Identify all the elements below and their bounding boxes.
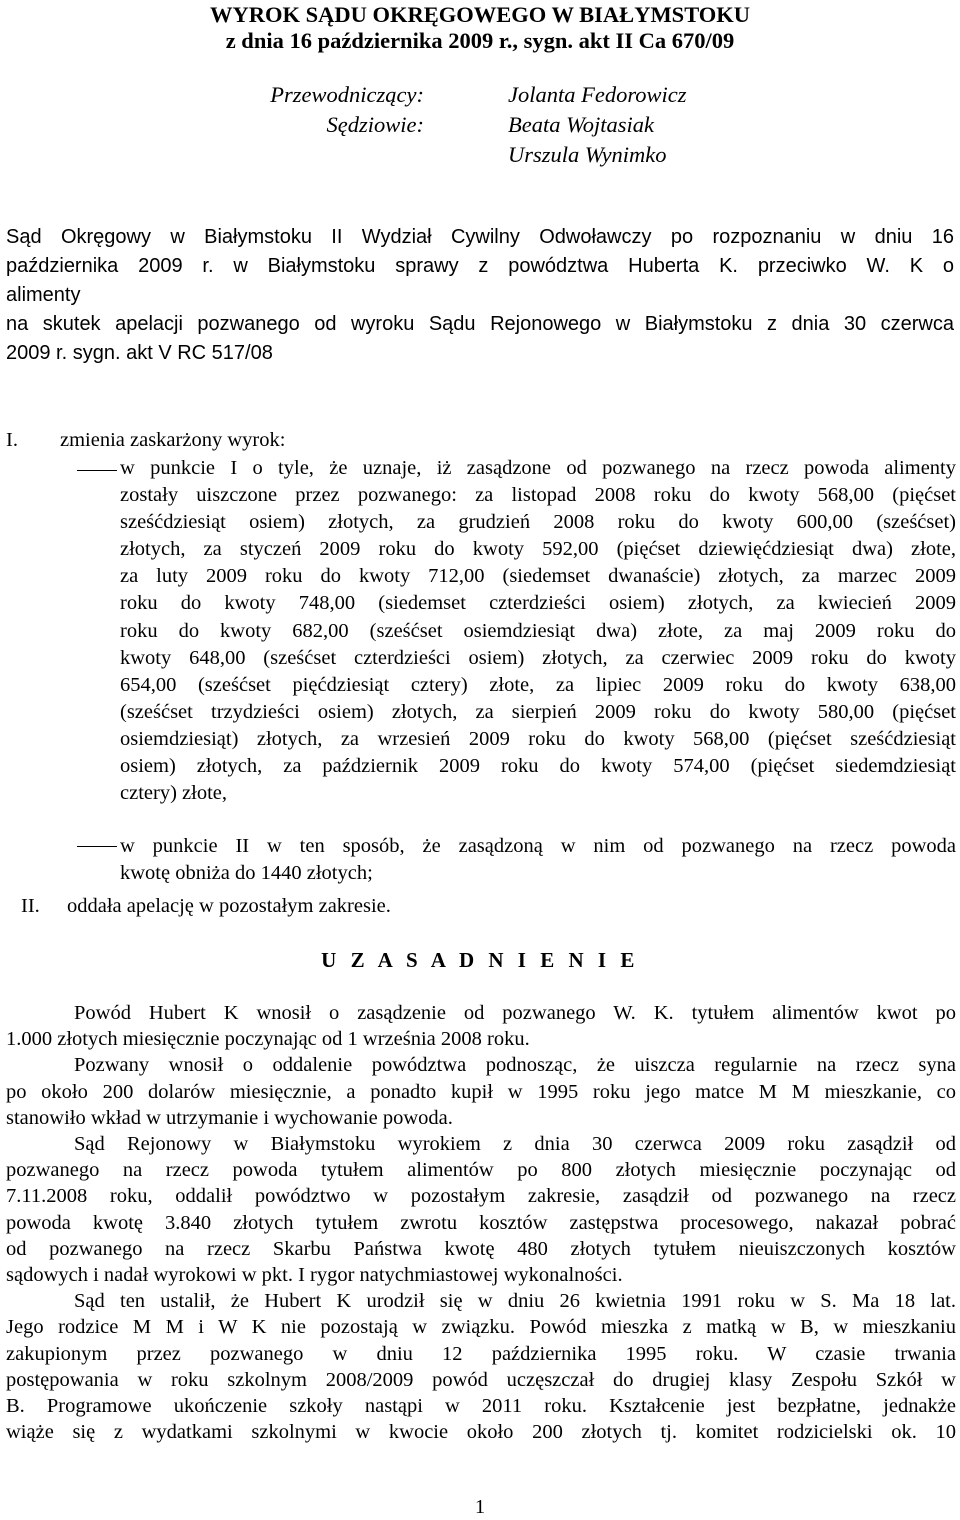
intro-line: października 2009 r. w Białymstoku sprawy z powództwa Huberta K. przeciwko W. K o	[6, 255, 954, 277]
judges-label: Sędziowie:	[326, 112, 424, 137]
justification-line: wiąże się z wydatkami szkolnymi w kwocie około 200 złotych tj. komitet rodzicielski ok. 10	[6, 1421, 956, 1444]
intro-line: alimenty	[6, 284, 81, 306]
text-line: w punkcie II w ten sposób, że zasądzoną w nim od pozwanego na rzecz powoda	[120, 835, 956, 857]
chair-label: Przewodniczący:	[270, 82, 424, 107]
document-title: WYROK SĄDU OKRĘGOWEGO W BIAŁYMSTOKU	[209, 2, 751, 27]
intro-line: 2009 r. sygn. akt V RC 517/08	[6, 342, 273, 364]
justification-line: postępowania w roku szkolnym 2008/2009 powód uczęszczał do drugiej klasy Zespołu Szkół w	[6, 1368, 956, 1391]
text-line: roku do kwoty 748,00 (siedemset czterdzieści osiem) złotych, za kwiecień 2009	[120, 592, 956, 615]
justification-line: zakupionym przez pozwanego w dniu 12 października 1995 roku. W czasie trwania	[6, 1342, 956, 1365]
intro-line: na skutek apelacji pozwanego od wyroku Sądu Rejonowego w Białymstoku z dnia 30 czerwca	[6, 313, 954, 335]
justification-line: powoda kwotę 3.840 złotych tytułem zwrotu kosztów zastępstwa procesowego, nakazał pobrać	[6, 1211, 956, 1234]
text-line: osiem) złotych, za październik 2009 roku do kwoty 574,00 (pięćset siedemdziesiąt	[120, 755, 956, 778]
dash-bullet	[77, 470, 117, 471]
dash-bullet	[77, 846, 117, 847]
text-line: kwotę obniża do 1440 złotych;	[120, 862, 373, 885]
ruling-subpoint-1	[120, 455, 956, 807]
intro-paragraph	[6, 223, 954, 368]
justification-line: Jego rodzice M M i W K nie pozostają w związku. Powód mieszka z matką w B, w mieszkaniu	[6, 1316, 956, 1339]
text-line: sześćdziesiąt osiem) złotych, za grudzień 2008 roku do kwoty 600,00 (sześćset)	[120, 511, 956, 534]
text-line: za luty 2009 roku do kwoty 712,00 (siedemset dwanaście) złotych, za marzec 2009	[120, 565, 956, 588]
judge-name-1: Beata Wojtasiak	[508, 112, 655, 137]
justification-line: Powód Hubert K wnosił o zasądzenie od pozwanego W. K. tytułem alimentów kwot po	[74, 1002, 956, 1024]
justification-body	[6, 1000, 956, 1445]
ruling-point-number: II.	[21, 895, 40, 917]
justification-line: Sąd Rejonowy w Białymstoku wyrokiem z dnia 30 czerwca 2009 roku zasądził od	[74, 1133, 956, 1156]
justification-line: od pozwanego na rzecz Skarbu Państwa kwotę 480 złotych tytułem nieuiszczonych kosztów	[6, 1237, 956, 1260]
justification-line: pozwanego na rzecz powoda tytułem alimentów po 800 złotych miesięcznie poczynając od	[6, 1159, 956, 1182]
justification-line: po około 200 dolarów miesięcznie, a ponadto kupił w 1995 roku jego matce M M mieszkanie, co	[6, 1080, 956, 1103]
chair-name: Jolanta Fedorowicz	[508, 82, 687, 107]
justification-line: 7.11.2008 roku, oddalił powództwo w pozostałym zakresie, zasądził od pozwanego na rzecz	[6, 1185, 956, 1208]
text-line: osiemdziesiąt) złotych, za wrzesień 2009 roku do kwoty 568,00 (pięćset sześćdziesiąt	[120, 727, 956, 750]
text-line: 654,00 (sześćset pięćdziesiąt cztery) złote, za lipiec 2009 roku do kwoty 638,00	[120, 673, 956, 696]
justification-line: B. Programowe ukończenie szkoły nastąpi w 2011 roku. Kształcenie jest bezpłatne, jednakże	[6, 1395, 956, 1418]
justification-line: Pozwany wnosił o oddalenie powództwa podnosząc, że uiszcza regularnie na rzecz syna	[74, 1054, 956, 1077]
text-line: zostały uiszczone przez pozwanego: za listopad 2008 roku do kwoty 568,00 (pięćset	[120, 484, 956, 507]
justification-line: sądowych i nadał wyrokowi w pkt. I rygor natychmiastowej wykonalności.	[6, 1264, 623, 1287]
text-line: kwoty 648,00 (sześćset czterdzieści osiem) złotych, za czerwiec 2009 roku do kwoty	[120, 646, 956, 669]
text-line: cztery) złote,	[120, 782, 227, 805]
judge-name-2: Urszula Wynimko	[508, 142, 667, 167]
text-line: w punkcie I o tyle, że uznaje, iż zasądzone od pozwanego na rzecz powoda alimenty	[120, 457, 956, 479]
ruling-point-text: oddała apelację w pozostałym zakresie.	[67, 895, 391, 917]
page-number: 1	[474, 1496, 486, 1518]
ruling-point-number: I.	[6, 429, 18, 451]
justification-line: Sąd ten ustalił, że Hubert K urodził się w dniu 26 kwietnia 1991 roku w S. Ma 18 lat.	[74, 1290, 956, 1313]
justification-line: stanowiło wkład w utrzymanie i wychowanie powoda.	[6, 1106, 453, 1129]
ruling-point-text: zmienia zaskarżony wyrok:	[60, 429, 286, 451]
intro-line: Sąd Okręgowy w Białymstoku II Wydział Cywilny Odwoławczy po rozpoznaniu w dniu 16	[6, 226, 954, 248]
text-line: złotych, za styczeń 2009 roku do kwoty 592,00 (pięćset dziewięćdziesiąt dwa) złote,	[120, 538, 956, 561]
document-subtitle: z dnia 16 października 2009 r., sygn. akt II Ca 670/09	[225, 28, 735, 53]
justification-heading: U Z A S A D N I E N I E	[321, 948, 639, 972]
justification-line: 1.000 złotych miesięcznie poczynając od 1 września 2008 roku.	[6, 1028, 530, 1051]
ruling-subpoint-2	[120, 833, 956, 887]
text-line: roku do kwoty 682,00 (sześćset osiemdziesiąt dwa) złote, za maj 2009 roku do	[120, 619, 956, 642]
text-line: (sześćset trzydzieści osiem) złotych, za sierpień 2009 roku do kwoty 580,00 (pięćset	[120, 700, 956, 723]
